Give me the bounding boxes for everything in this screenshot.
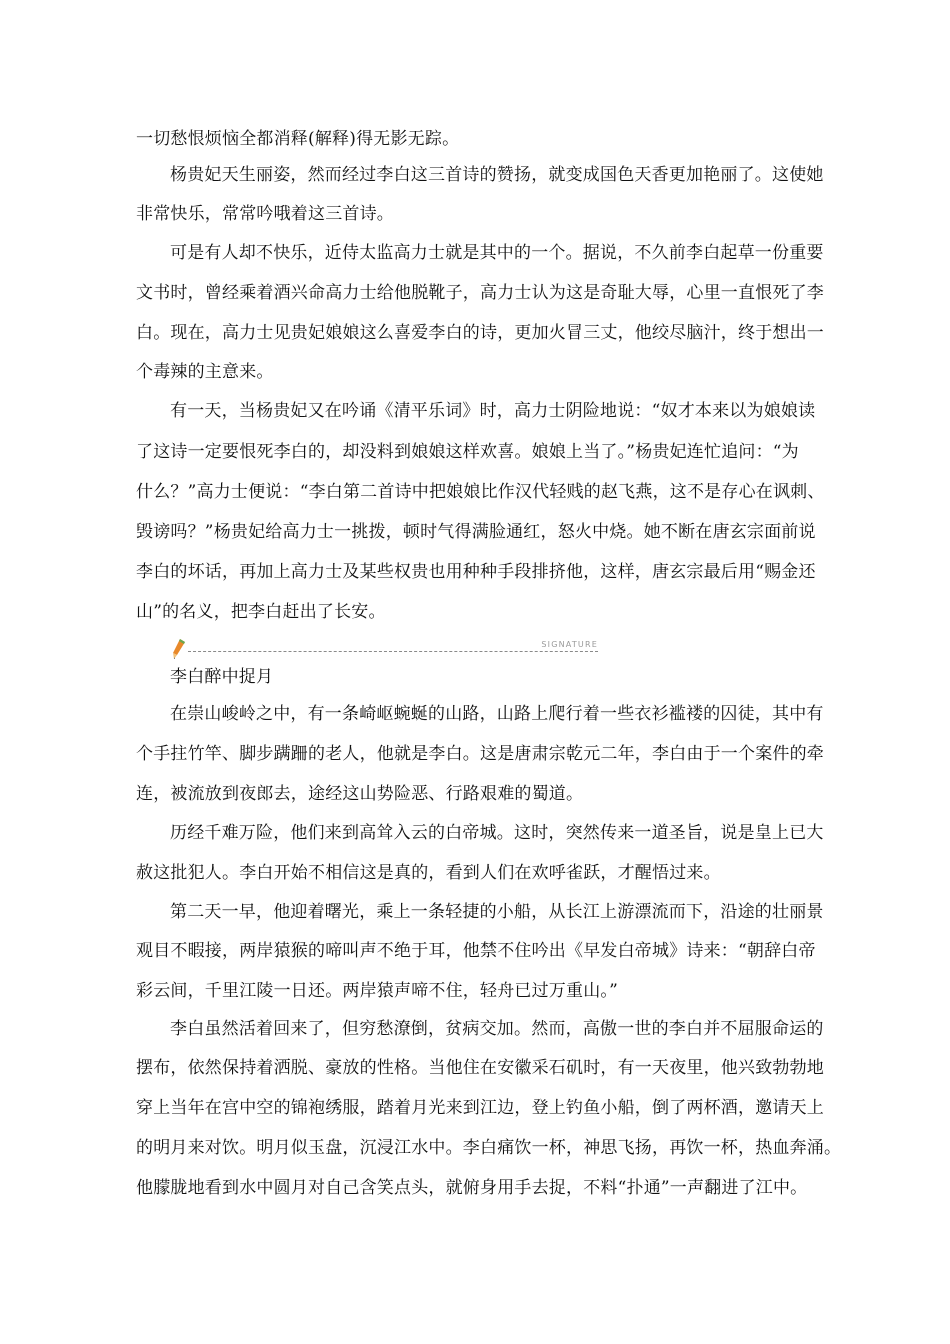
- text-line: 历经千难万险，他们来到高耸入云的白帝城。这时，突然传来一道圣旨，说是皇上已大: [170, 823, 824, 843]
- text-line: 一切愁恨烦恼全都消释(解释)得无影无踪。: [136, 129, 460, 149]
- text-line: 彩云间，千里江陵一日还。两岸猿声啼不住，轻舟已过万重山。”: [136, 981, 618, 1001]
- text-line: 个毒辣的主意来。: [136, 362, 274, 382]
- text-line: 穿上当年在宫中空的锦袍绣服，踏着月光来到江边，登上钓鱼小船，倒了两杯酒，邀请天上: [136, 1098, 824, 1118]
- text-line: 非常快乐，常常吟哦着这三首诗。: [136, 204, 394, 224]
- text-line: 个手拄竹竿、脚步蹒跚的老人，他就是李白。这是唐肃宗乾元二年，李白由于一个案件的牵: [136, 744, 824, 764]
- text-line: 杨贵妃天生丽姿，然而经过李白这三首诗的赞扬，就变成国色天香更加艳丽了。这使她: [170, 165, 824, 185]
- text-line: 李白虽然活着回来了，但穷愁潦倒，贫病交加。然而，高傲一世的李白并不屈服命运的: [170, 1019, 824, 1039]
- text-line: 他朦胧地看到水中圆月对自己含笑点头，就俯身用手去捉，不料“扑通”一声翻进了江中。: [136, 1178, 808, 1198]
- text-line: 了这诗一定要恨死李白的，却没料到娘娘这样欢喜。娘娘上当了。”杨贵妃连忙追问：“为: [136, 442, 799, 462]
- signature-divider: [170, 638, 600, 660]
- text-line: 的明月来对饮。明月似玉盘，沉浸江水中。李白痛饮一杯，神思飞扬，再饮一杯，热血奔涌。: [136, 1138, 842, 1158]
- text-line: 第二天一早，他迎着曙光，乘上一条轻捷的小船，从长江上游漂流而下，沿途的壮丽景: [170, 902, 824, 922]
- text-line: 观目不暇接，两岸猿猴的啼叫声不绝于耳，他禁不住吟出《早发白帝城》诗来：“朝辞白帝: [136, 941, 816, 961]
- section-title: 李白醉中捉月: [170, 667, 274, 687]
- dashed-line: [188, 651, 598, 652]
- text-line: 赦这批犯人。李白开始不相信这是真的，看到人们在欢呼雀跃，才醒悟过来。: [136, 863, 721, 883]
- signature-label: SIGNATURE: [541, 640, 598, 649]
- text-line: 李白的坏话，再加上高力士及某些权贵也用种种手段排挤他，这样，唐玄宗最后用“赐金还: [136, 562, 816, 582]
- text-line: 可是有人却不快乐，近侍太监高力士就是其中的一个。据说，不久前李白起草一份重要: [170, 243, 824, 263]
- text-line: 文书时，曾经乘着酒兴命高力士给他脱靴子，高力士认为这是奇耻大辱，心里一直恨死了李: [136, 283, 824, 303]
- text-line: 什么？”高力士便说：“李白第二首诗中把娘娘比作汉代轻贱的赵飞燕，这不是存心在讽刺、: [136, 482, 825, 502]
- text-line: 有一天，当杨贵妃又在吟诵《清平乐词》时，高力士阴险地说：“奴才本来以为娘娘读: [170, 401, 816, 421]
- text-line: 摆布，依然保持着洒脱、豪放的性格。当他住在安徽采石矶时，有一天夜里，他兴致勃勃地: [136, 1058, 824, 1078]
- text-line: 山”的名义，把李白赶出了长安。: [136, 602, 386, 622]
- text-line: 毁谤吗？”杨贵妃给高力士一挑拨，顿时气得满脸通红，怒火中烧。她不断在唐玄宗面前说: [136, 522, 816, 542]
- pencil-icon: [170, 638, 188, 664]
- text-line: 白。现在，高力士见贵妃娘娘这么喜爱李白的诗，更加火冒三丈，他绞尽脑汁，终于想出一: [136, 323, 824, 343]
- text-line: 在崇山峻岭之中，有一条崎岖蜿蜒的山路，山路上爬行着一些衣衫褴褛的囚徒，其中有: [170, 704, 824, 724]
- text-line: 连，被流放到夜郎去，途经这山势险恶、行路艰难的蜀道。: [136, 784, 584, 804]
